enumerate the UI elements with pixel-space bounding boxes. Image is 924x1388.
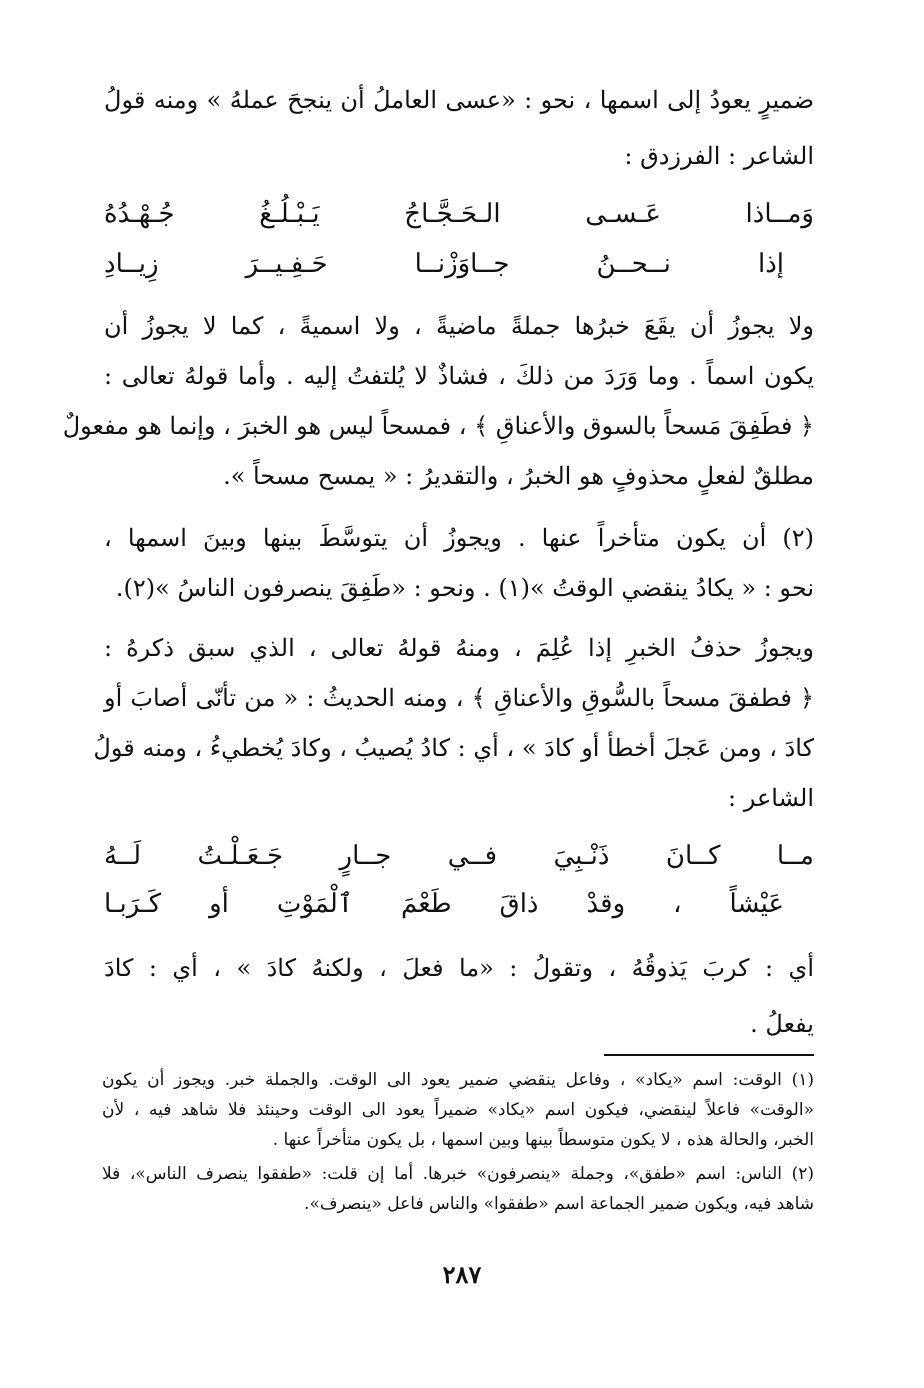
body-line: الشاعر : (728, 784, 814, 812)
verse-1-first-hemistich: وَمــاذا عَـسـى الـحَـجَّـاجُ يَـبْـلُـغُ جُـهْـدُهُ (104, 199, 814, 229)
body-line: يكون اسماً . وما وَرَدَ من ذلكَ ، فشاذٌ لا يُلتفتُ إليه . وأما قولهُ تعالى : (104, 362, 814, 390)
body-line: نحو : « يكادُ ينقضي الوقتُ »(١) . ونحو : «طَفِقَ ينصرفون الناسُ »(٢). (115, 574, 814, 602)
body-line: ﴿ فطفقَ مسحاً بالسُّوقِ والأعناقِ ﴾ ، ومنه الحديثُ : « من تأنّى أصابَ أو (104, 684, 814, 712)
body-line: الشاعر : الفرزدق : (624, 142, 814, 170)
body-line: (٢) أن يكون متأخراً عنها . ويجوزُ أن يتوسَّطَ بينها وبينَ اسمها ، (104, 524, 814, 552)
verse-1-second-hemistich: إذا نــحــنُ جــاوَزْنــا حَـفِـيــرَ زِيــادِ (104, 249, 784, 279)
body-line: ضميرٍ يعودُ إلى اسمها ، نحو : «عسى العاملُ أن ينجحَ عملهُ » ومنه قولُ (104, 86, 814, 114)
footnote-line: شاهد فيه، ويكون ضمير الجماعة اسم «طفقوا» والناس فاعل «ينصرف». (304, 1194, 814, 1214)
body-line: ويجوزُ حذفُ الخبرِ إذا عُلِمَ ، ومنهُ قولهُ تعالى ، الذي سبق ذكرهُ : (104, 634, 814, 662)
footnote-line: (١) الوقت: اسم «يكاد» ، وفاعل ينقضي ضمير يعود الى الوقت. والجملة خبر. ويجوز أن يكون (102, 1070, 814, 1090)
body-line: ﴿ فطَفِقَ مَسحاً بالسوق والأعناقِ ﴾ ، فمسحاً ليس هو الخبرَ ، وإنما هو مفعولٌ (62, 412, 814, 440)
page-number: ٢٨٧ (442, 1260, 482, 1289)
body-line: مطلقٌ لفعلٍ محذوفٍ هو الخبرُ ، والتقديرُ : « يمسح مسحاً ». (223, 462, 814, 490)
verse-2-first-hemistich: مــا كــانَ ذَنْـبِيَ فــي جــارٍ جَـعَـلْـتُ لَــهُ (104, 841, 814, 871)
footnote-separator (604, 1054, 814, 1056)
body-line: كادَ ، ومن عَجلَ أخطأ أو كادَ » ، أي : كادُ يُصيبُ ، وكادَ يُخطيءُ ، ومنه قولُ (93, 734, 814, 762)
body-line: يفعلُ . (750, 1010, 814, 1038)
body-line: ولا يجوزُ أن يقَعَ خبرُها جملةً ماضيةً ، ولا اسميةً ، كما لا يجوزُ أن (104, 312, 814, 340)
footnote-line: «الوقت» فاعلاً لينقضي، فيكون اسم «يكاد» ضميراً يعود الى الوقت وحينئذ فلا شاهد فيه ، لأن (102, 1100, 814, 1120)
body-line: أي : كربَ يَذوقُهُ ، وتقولُ : «ما فعلَ ، ولكنهُ كادَ » ، أي : كادَ (104, 954, 814, 982)
footnote-line: الخبر، والحالة هذه ، لا يكون متوسطاً بينها وبين اسمها ، بل يكون متأخراً عنها . (272, 1130, 814, 1150)
verse-2-second-hemistich: عَيْشاً ، وقدْ ذاقَ طَعْمَ ٱلْمَوْتِ أو كَـرَبـا (104, 889, 784, 919)
footnote-line: (٢) الناس: اسم «طفق»، وجملة «ينصرفون» خبرها. أما إن قلت: «طفقوا ينصرف الناس»، فلا (102, 1164, 814, 1184)
